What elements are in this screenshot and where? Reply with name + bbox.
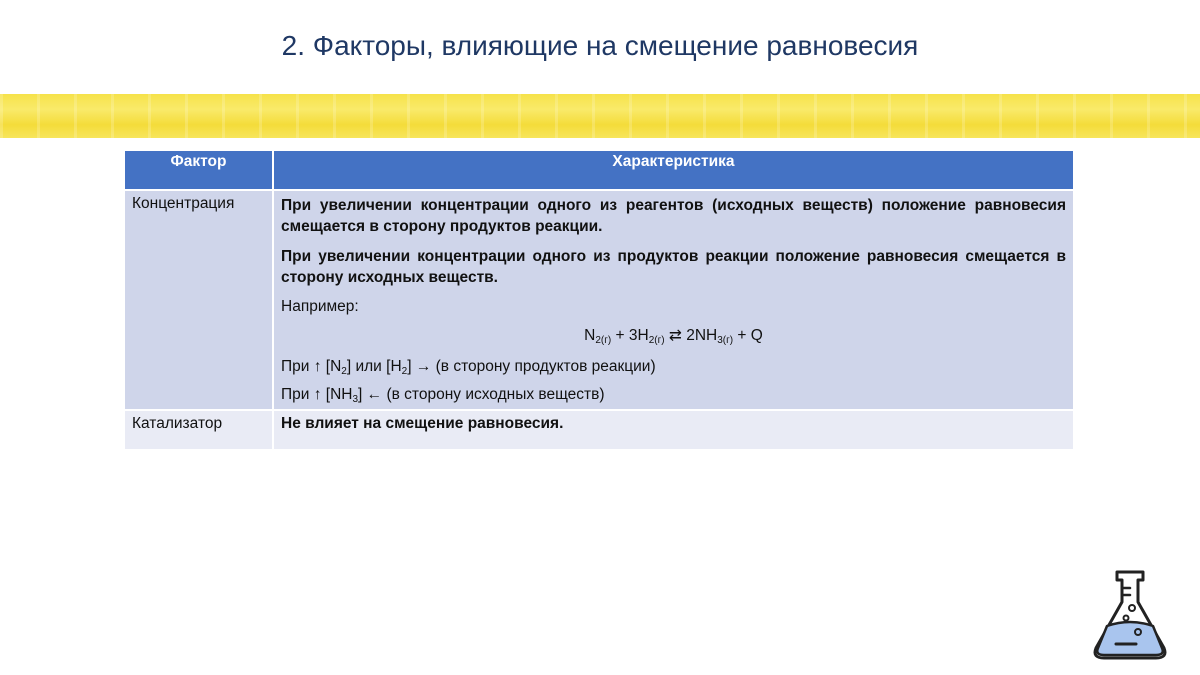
reaction-equation: $N_{2(г)} + 3H_{2(г)}$ ⇄ $2NH_{3(г)} + Q$ — [584, 327, 763, 346]
header-factor: Фактор — [125, 151, 273, 190]
table-row — [125, 190, 1074, 410]
factor-cell: Катализатор — [125, 410, 273, 450]
factors-table — [125, 151, 1075, 451]
table-header-row — [125, 151, 1074, 190]
table-row — [125, 410, 1074, 450]
characteristic-cell: Не влияет на смещение равновесия. — [273, 410, 1074, 450]
characteristic-cell — [273, 190, 1074, 410]
product-rule-text: При увеличении концентрации одного из продуктов реакции положение равновесия смещается в сторону исходных веществ. — [281, 248, 1066, 286]
factor-cell: Концентрация — [125, 190, 273, 410]
example-label: Например: — [281, 298, 359, 315]
forward-shift-line: При ↑ $[N_2]$ или $[H_2] \to (в$ сторону продуктов реакции) — [281, 358, 656, 377]
reagent-rule-text: При увеличении концентрации одного из реагентов (исходных веществ) положение равновесия смещается в сторону продуктов реакции. — [281, 197, 1066, 235]
decorative-stripe — [0, 94, 1200, 138]
flask-icon — [1090, 566, 1170, 662]
reverse-shift-line: При ↑ $[NH_3]$ ← (в сторону исходных веществ) — [281, 386, 605, 405]
slide-title: 2. Факторы, влияющие на смещение равновесия — [281, 30, 919, 61]
header-characteristic: Характеристика — [273, 151, 1074, 190]
